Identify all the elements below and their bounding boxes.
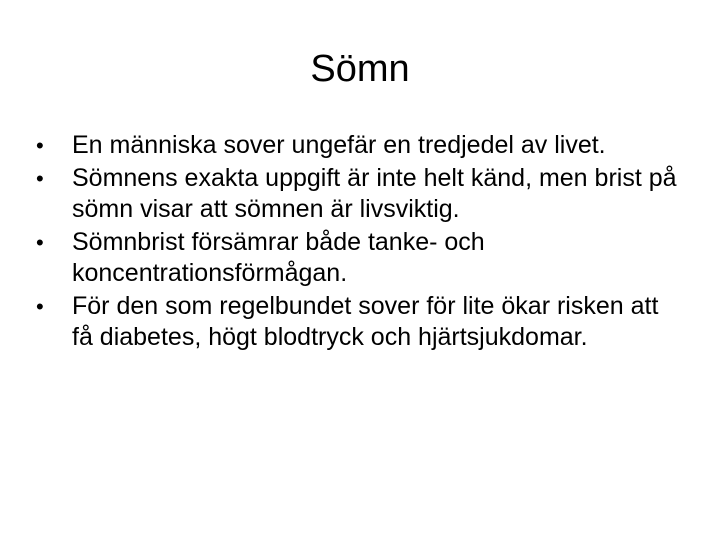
bullet-item-2	[36, 163, 686, 225]
bullet-icon: •	[36, 133, 44, 158]
bullet-text: Sömnbrist försämrar både tanke- och koncentrationsförmågan.	[72, 228, 485, 287]
slide-title: Sömn	[310, 48, 410, 90]
bullet-item-4	[36, 291, 686, 353]
bullet-text: En människa sover ungefär en tredjedel av livet.	[72, 131, 606, 159]
bullet-list	[36, 130, 686, 355]
bullet-icon: •	[36, 294, 44, 319]
bullet-icon: •	[36, 230, 44, 255]
bullet-item-1	[36, 130, 686, 161]
bullet-text: Sömnens exakta uppgift är inte helt känd, men brist på sömn visar att sömnen är livsviktig.	[72, 164, 677, 223]
bullet-icon: •	[36, 166, 44, 191]
bullet-text: För den som regelbundet sover för lite ökar risken att få diabetes, högt blodtryck och hjärtsjukdomar.	[72, 292, 659, 351]
bullet-item-3	[36, 227, 686, 289]
